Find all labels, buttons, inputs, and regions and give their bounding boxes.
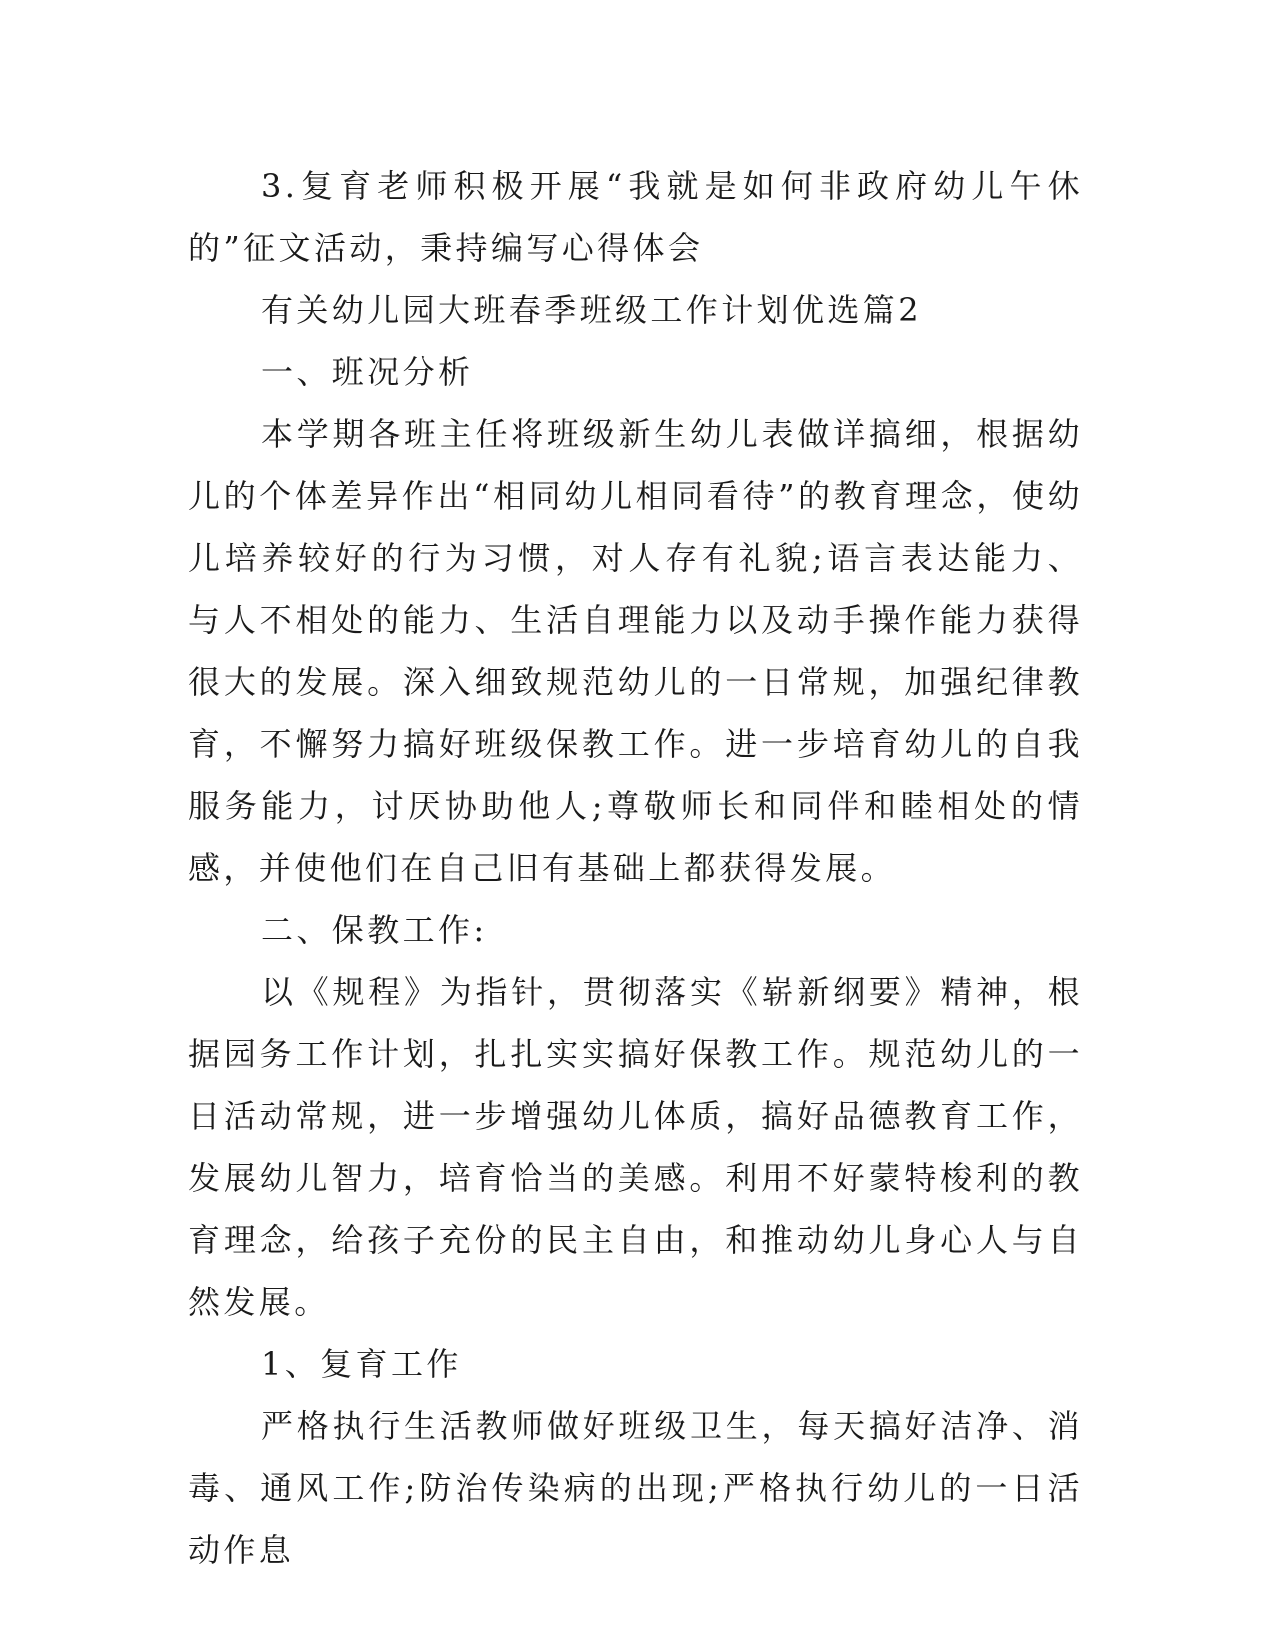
heading-health-care: 1、复育工作 bbox=[261, 1345, 462, 1383]
section-title: 有关幼儿园大班春季班级工作计划优选篇2 bbox=[261, 291, 922, 329]
document-body bbox=[188, 155, 1083, 1581]
heading-care-education: 二、保教工作: bbox=[261, 911, 488, 949]
paragraph-essay-activity: 3.复育老师积极开展“我就是如何非政府幼儿午休的”征文活动，秉持编写心得体会 bbox=[188, 167, 1083, 267]
paragraph-health-care: 严格执行生活教师做好班级卫生，每天搞好洁净、消毒、通风工作;防治传染病的出现;严格执行幼儿的一日活动作息 bbox=[188, 1407, 1083, 1569]
paragraph-care-education: 以《规程》为指针，贯彻落实《崭新纲要》精神，根据园务工作计划，扎扎实实搞好保教工作。规范幼儿的一日活动常规，进一步增强幼儿体质，搞好品德教育工作，发展幼儿智力，培育恰当的美感。利用不好蒙特梭利的教育理念，给孩子充份的民主自由，和推动幼儿身心人与自然发展。 bbox=[188, 973, 1083, 1321]
heading-class-analysis: 一、班况分析 bbox=[261, 353, 474, 391]
paragraph-class-analysis: 本学期各班主任将班级新生幼儿表做详搞细，根据幼儿的个体差异作出“相同幼儿相同看待”的教育理念，使幼儿培养较好的行为习惯，对人存有礼貌;语言表达能力、与人不相处的能力、生活自理能力以及动手操作能力获得很大的发展。深入细致规范幼儿的一日常规，加强纪律教育，不懈努力搞好班级保教工作。进一步培育幼儿的自我服务能力，讨厌协助他人;尊敬师长和同伴和睦相处的情感，并使他们在自己旧有基础上都获得发展。 bbox=[188, 415, 1083, 887]
